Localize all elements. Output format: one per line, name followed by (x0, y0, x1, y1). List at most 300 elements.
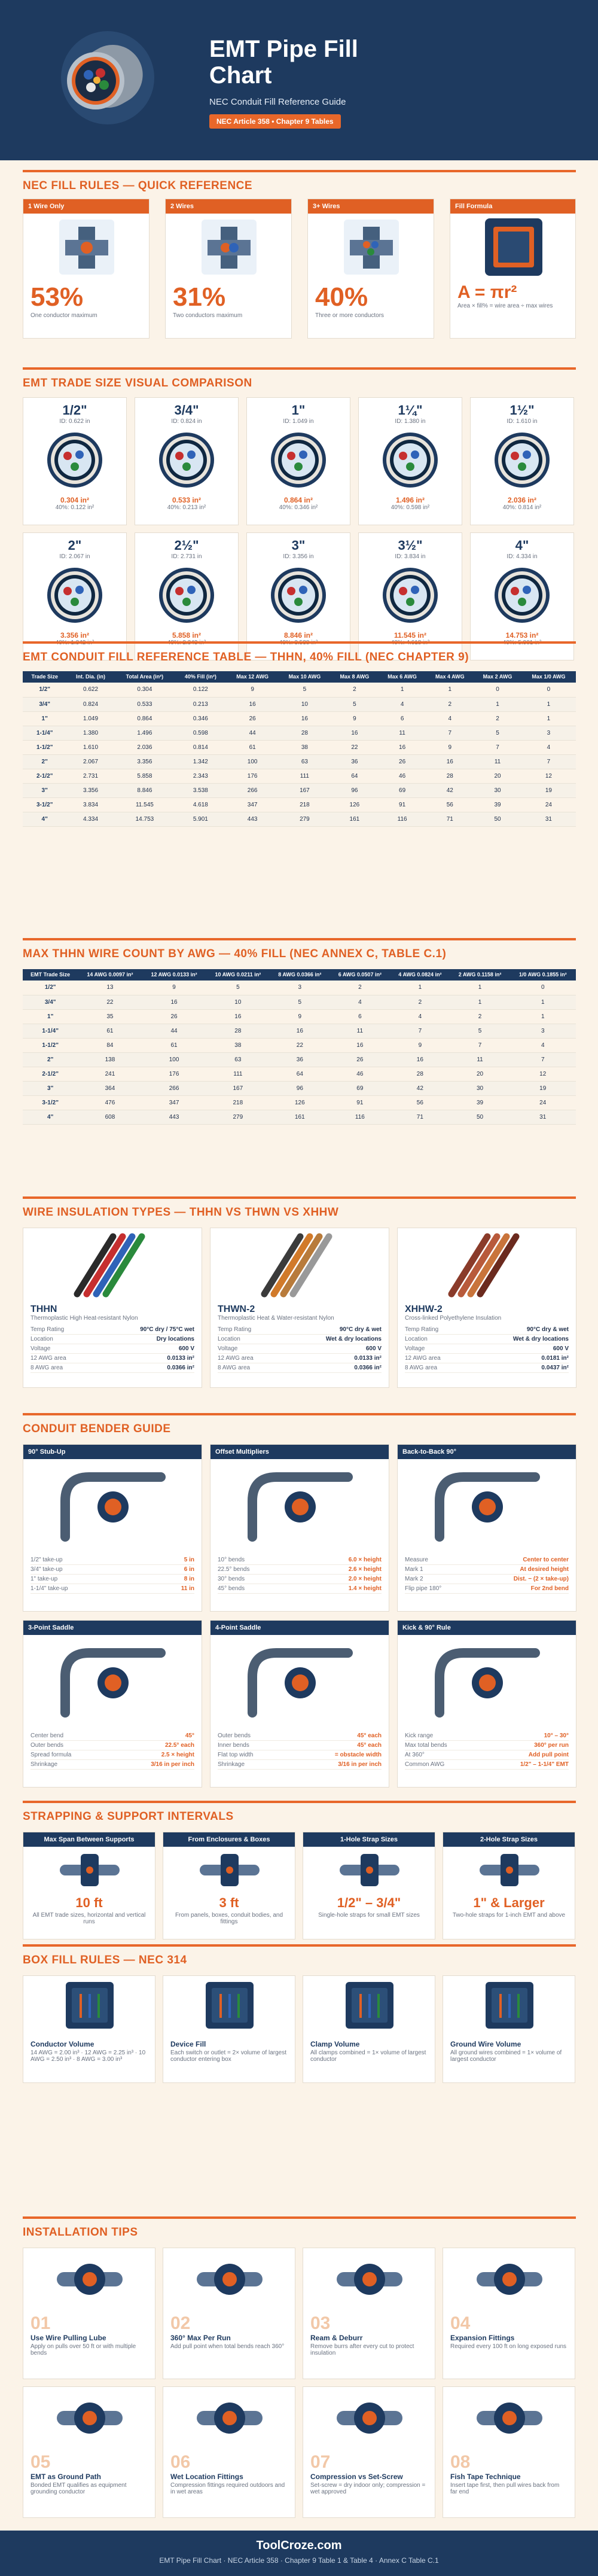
section-title: EMT CONDUIT FILL REFERENCE TABLE — THHN, 40% FILL (NEC CHAPTER 9) (23, 651, 469, 663)
section-title: WIRE INSULATION TYPES — THHN VS THWN VS XHHW (23, 1206, 339, 1219)
spec-row (30, 1575, 194, 1584)
tip-illustration-icon (303, 2248, 436, 2310)
card-header: 2-Hole Strap Sizes (443, 1832, 575, 1847)
table-cell: 19 (521, 783, 576, 797)
spec-key: 1-1/4" take-up (30, 1585, 68, 1592)
table-cell: 44 (226, 726, 278, 740)
fill-percent: 31% (173, 282, 226, 312)
trade-size-label: 3" (291, 538, 306, 553)
tip-illustration-icon (23, 2387, 156, 2449)
section-title: MAX THHN WIRE COUNT BY AWG — 40% FILL (NEC ANNEX C, TABLE C.1) (23, 948, 447, 960)
table-cell: 0.304 (115, 683, 175, 697)
table-cell: 1-1/4" (23, 1024, 78, 1038)
box-fill-desc: Each switch or outlet = 2× volume of largest conductor entering box (170, 2050, 286, 2063)
spec-key: 3/4" take-up (30, 1566, 63, 1573)
table-cell: 4" (23, 1110, 78, 1124)
table-cell: 4.618 (175, 797, 226, 812)
table-cell: 111 (206, 1067, 270, 1081)
tip-illustration-icon (163, 2248, 296, 2310)
table-cell: 36 (270, 1052, 330, 1067)
spec-key: Location (30, 1336, 53, 1342)
section-title: NEC FILL RULES — QUICK REFERENCE (23, 179, 253, 192)
table-cell: 3.356 (66, 783, 114, 797)
tip-card (23, 2248, 155, 2379)
spec-value: 1/2" – 1-1/4" EMT (520, 1761, 569, 1768)
table-cell: 3 (521, 726, 576, 740)
section-title: EMT TRADE SIZE VISUAL COMPARISON (23, 377, 252, 389)
junction-box-icon (443, 1976, 576, 2033)
table-cell: 347 (226, 797, 278, 812)
tip-number: 04 (450, 2313, 471, 2333)
tip-illustration-icon (303, 2387, 436, 2449)
bender-card (210, 1620, 389, 1788)
table-cell: 91 (330, 1095, 390, 1110)
inner-diameter: ID: 3.834 in (395, 553, 426, 560)
strap-value: 3 ft (219, 1895, 239, 1910)
junction-box-icon (303, 1976, 436, 2033)
spec-value: Wet & dry locations (512, 1336, 569, 1342)
spec-key: Temp Rating (405, 1326, 439, 1333)
insulation-card (23, 1228, 202, 1388)
spec-row (30, 1731, 194, 1741)
tip-title: Expansion Fittings (450, 2334, 515, 2342)
trade-size-label: 4" (515, 538, 529, 553)
spec-value: = obstacle width (334, 1752, 382, 1758)
table-cell: 2.036 (115, 740, 175, 754)
table-cell: 16 (206, 1009, 270, 1024)
table-row (23, 1095, 576, 1110)
table-row (23, 726, 576, 740)
spec-value: 6.0 × height (348, 1557, 382, 1563)
strapping-card (23, 1832, 155, 1939)
fill-area: 40%: 0.213 in² (167, 504, 206, 511)
spec-key: Mark 2 (405, 1576, 423, 1582)
card-header: 90° Stub-Up (23, 1445, 202, 1459)
table-cell: 61 (78, 1024, 142, 1038)
column-header: Max 12 AWG (226, 671, 278, 683)
fill-rule-card (307, 199, 434, 339)
table-cell: 266 (142, 1081, 206, 1095)
footer-brand[interactable]: ToolCroze.com (256, 2539, 342, 2552)
column-header: Int. Dia. (in) (66, 671, 114, 683)
tip-desc: Remove burrs after every cut to protect insulation (310, 2343, 414, 2356)
box-fill-title: Clamp Volume (310, 2040, 360, 2048)
table-cell: 9 (142, 981, 206, 995)
table-cell: 31 (509, 1110, 576, 1124)
spec-value: 10° – 30° (544, 1732, 569, 1739)
spec-row (405, 1363, 569, 1373)
card-header: 3-Point Saddle (23, 1621, 202, 1635)
table-row (23, 711, 576, 726)
conduit-pipe-icon (54, 24, 161, 132)
table-cell: 0.533 (115, 697, 175, 711)
spec-key: Kick range (405, 1732, 434, 1739)
table-cell: 42 (390, 1081, 450, 1095)
table-cell: 1 (474, 697, 521, 711)
table-cell: 0 (509, 981, 576, 995)
table-cell: 161 (270, 1110, 330, 1124)
table-cell: 443 (226, 812, 278, 826)
spec-key: Temp Rating (30, 1326, 65, 1333)
table-cell: 69 (330, 1081, 390, 1095)
tip-card (303, 2386, 435, 2518)
inner-diameter: ID: 1.610 in (507, 418, 538, 425)
strap-icon (23, 1847, 156, 1892)
table-cell: 1 (390, 981, 450, 995)
spec-key: Max total bends (405, 1742, 447, 1749)
strap-desc: From panels, boxes, conduit bodies, and fittings (175, 1912, 283, 1925)
column-header: Max 6 AWG (379, 671, 426, 683)
table-cell: 31 (521, 812, 576, 826)
table-cell: 50 (474, 812, 521, 826)
spec-row (218, 1335, 382, 1344)
conduit-cross-section-icon (39, 562, 111, 628)
table-cell: 28 (390, 1067, 450, 1081)
table-cell: 16 (390, 1052, 450, 1067)
table-cell: 20 (474, 769, 521, 783)
spec-key: Voltage (405, 1345, 425, 1352)
table-cell: 1.049 (66, 711, 114, 726)
table-row (23, 1052, 576, 1067)
bender-card (397, 1444, 576, 1612)
column-header: 12 AWG 0.0133 in² (142, 969, 206, 981)
table-cell: 4 (426, 711, 474, 726)
table-cell: 3" (23, 783, 66, 797)
tip-title: Ream & Deburr (310, 2334, 363, 2342)
table-cell: 63 (279, 754, 331, 769)
card-header: Max Span Between Supports (23, 1832, 155, 1847)
fill-table-section (0, 641, 598, 905)
insulation-name: THHN (30, 1304, 57, 1314)
table-cell: 4.334 (66, 812, 114, 826)
table-cell: 16 (426, 754, 474, 769)
formula-desc: Area × fill% = wire area ÷ max wires (457, 303, 553, 309)
spec-row (405, 1760, 569, 1770)
spec-row (218, 1760, 382, 1770)
spec-value: 6 in (184, 1566, 194, 1573)
table-cell: 2 (331, 683, 379, 697)
card-header: Offset Multipliers (210, 1445, 389, 1459)
spec-row (405, 1335, 569, 1344)
strap-value: 10 ft (75, 1895, 103, 1910)
spec-key: 12 AWG area (30, 1355, 66, 1362)
total-area: 14.753 in² (505, 631, 539, 640)
inner-diameter: ID: 2.731 in (171, 553, 202, 560)
trade-size-card (246, 397, 350, 525)
total-area: 0.864 in² (283, 496, 313, 504)
conduit-cross-section-icon (374, 562, 446, 628)
tip-desc: Insert tape first, then pull wires back from far end (450, 2482, 560, 2495)
table-cell: 1.496 (115, 726, 175, 740)
footer-text: EMT Pipe Fill Chart · NEC Article 358 · Chapter 9 Table 1 & Table 4 · Annex C Table C.1 (159, 2556, 439, 2565)
pipe-bend-icon (210, 1459, 390, 1549)
box-fill-card (443, 1975, 575, 2083)
table-cell: 16 (142, 995, 206, 1009)
tip-card (163, 2386, 295, 2518)
tip-number: 01 (30, 2313, 51, 2333)
spec-key: 1" take-up (30, 1576, 58, 1582)
strap-icon (163, 1847, 296, 1892)
bender-card (23, 1444, 202, 1612)
spec-value: 45° (185, 1732, 194, 1739)
spec-value: 90°C dry / 75°C wet (140, 1326, 194, 1333)
tip-title: Fish Tape Technique (450, 2473, 521, 2481)
table-cell: 9 (270, 1009, 330, 1024)
spec-value: Dry locations (156, 1336, 194, 1342)
tip-card (443, 2248, 575, 2379)
table-cell: 111 (279, 769, 331, 783)
tip-number: 02 (170, 2313, 191, 2333)
page-subtitle: NEC Conduit Fill Reference Guide (209, 97, 346, 107)
box-fill-title: Conductor Volume (30, 2040, 94, 2048)
table-cell: 347 (142, 1095, 206, 1110)
table-cell: 50 (450, 1110, 510, 1124)
column-header: 8 AWG 0.0366 in² (270, 969, 330, 981)
spec-key: Mark 1 (405, 1566, 423, 1573)
trade-size-label: 3/4" (174, 403, 199, 418)
spec-row (30, 1760, 194, 1770)
table-cell: 11 (450, 1052, 510, 1067)
table-cell: 1/2" (23, 683, 66, 697)
tip-desc: Add pull point when total bends reach 360° (170, 2343, 285, 2350)
spec-value: 5 in (184, 1557, 194, 1563)
table-cell: 2 (390, 995, 450, 1009)
trade-size-label: 2½" (174, 538, 199, 553)
nec-badge: NEC Article 358 • Chapter 9 Tables (209, 114, 341, 129)
spec-key: Outer bends (218, 1732, 251, 1739)
hero-banner (0, 0, 598, 160)
spec-row (218, 1750, 382, 1760)
tip-title: Wet Location Fittings (170, 2473, 243, 2481)
spec-row (405, 1750, 569, 1760)
pipe-bend-icon (23, 1459, 203, 1549)
table-cell: 91 (379, 797, 426, 812)
table-row (23, 754, 576, 769)
spec-row (30, 1750, 194, 1760)
box-fill-title: Ground Wire Volume (450, 2040, 521, 2048)
spec-value: 600 V (553, 1345, 569, 1352)
pipe-bend-icon (23, 1635, 203, 1725)
card-header: 1 Wire Only (23, 199, 149, 214)
table-row (23, 1067, 576, 1081)
table-cell: 24 (521, 797, 576, 812)
table-cell: 56 (426, 797, 474, 812)
column-header: 6 AWG 0.0507 in² (330, 969, 390, 981)
spec-row (30, 1335, 194, 1344)
wire-icon (23, 1228, 203, 1300)
table-cell: 9 (331, 711, 379, 726)
table-cell: 4" (23, 812, 66, 826)
tip-illustration-icon (163, 2387, 296, 2449)
table-row (23, 1009, 576, 1024)
column-header: Max 2 AWG (474, 671, 521, 683)
spec-key: Outer bends (30, 1742, 64, 1749)
spec-value: 90°C dry & wet (526, 1326, 569, 1333)
inner-diameter: ID: 3.356 in (283, 553, 314, 560)
table-cell: 26 (379, 754, 426, 769)
table-cell: 26 (226, 711, 278, 726)
table-cell: 0.598 (175, 726, 226, 740)
spec-value: 360° per run (534, 1742, 569, 1749)
table-row (23, 697, 576, 711)
conduit-section-icon (450, 214, 576, 279)
column-header: 14 AWG 0.0097 in² (78, 969, 142, 981)
tip-title: EMT as Ground Path (30, 2473, 102, 2481)
column-header: Trade Size (23, 671, 66, 683)
strapping-card (443, 1832, 575, 1939)
table-cell: 12 (509, 1067, 576, 1081)
spec-row (30, 1741, 194, 1750)
table-cell: 126 (270, 1095, 330, 1110)
strap-value: 1" & Larger (473, 1895, 545, 1910)
table-cell: 476 (78, 1095, 142, 1110)
table-cell: 1.342 (175, 754, 226, 769)
table-cell: 3.538 (175, 783, 226, 797)
spec-row (30, 1344, 194, 1354)
spec-row (218, 1565, 382, 1575)
table-row (23, 1024, 576, 1038)
table-cell: 1 (450, 981, 510, 995)
pipe-bend-icon (210, 1635, 390, 1725)
card-header: Fill Formula (450, 199, 575, 214)
pipe-bend-icon (398, 1635, 577, 1725)
box-fill-section (0, 1944, 598, 2088)
table-cell: 35 (78, 1009, 142, 1024)
inner-diameter: ID: 4.334 in (507, 553, 538, 560)
column-header: Total Area (in²) (115, 671, 175, 683)
box-fill-desc: 14 AWG = 2.00 in³ · 12 AWG = 2.25 in³ · 10 AWG = 2.50 in³ · 8 AWG = 3.00 in³ (30, 2050, 146, 2063)
insulation-name: THWN-2 (218, 1304, 255, 1314)
column-header: Max 8 AWG (331, 671, 379, 683)
wire-icon (398, 1228, 577, 1300)
table-cell: 1.380 (66, 726, 114, 740)
table-cell: 4 (509, 1038, 576, 1052)
table-cell: 5 (206, 981, 270, 995)
spec-row (405, 1325, 569, 1335)
spec-key: 22.5° bends (218, 1566, 250, 1573)
fill-percent: 53% (30, 282, 84, 312)
table-cell: 46 (330, 1067, 390, 1081)
table-cell: 3-1/2" (23, 797, 66, 812)
strapping-card (163, 1832, 295, 1939)
table-cell: 22 (78, 995, 142, 1009)
table-cell: 5 (474, 726, 521, 740)
tip-title: 360° Max Per Run (170, 2334, 231, 2342)
table-cell: 241 (78, 1067, 142, 1081)
tip-card (303, 2248, 435, 2379)
spec-key: 12 AWG area (218, 1355, 254, 1362)
table-cell: 30 (450, 1081, 510, 1095)
spec-value: 2.5 × height (161, 1752, 194, 1758)
card-header: 2 Wires (166, 199, 291, 214)
table-cell: 218 (206, 1095, 270, 1110)
spec-row (218, 1354, 382, 1363)
table-cell: 71 (390, 1110, 450, 1124)
bender-section (0, 1413, 598, 1768)
table-cell: 2.343 (175, 769, 226, 783)
box-fill-desc: All clamps combined = 1× volume of largest conductor (310, 2050, 426, 2063)
table-cell: 16 (226, 697, 278, 711)
column-header: Max 10 AWG (279, 671, 331, 683)
spec-value: Center to center (523, 1557, 569, 1563)
table-cell: 3.834 (66, 797, 114, 812)
card-header: 1-Hole Strap Sizes (303, 1832, 435, 1847)
table-cell: 2" (23, 754, 66, 769)
box-fill-title: Device Fill (170, 2040, 206, 2048)
conduit-fitting-icon (23, 214, 150, 279)
table-row (23, 769, 576, 783)
table-cell: 44 (142, 1024, 206, 1038)
trade-size-label: 1" (291, 403, 306, 418)
table-cell: 84 (78, 1038, 142, 1052)
spec-key: 8 AWG area (218, 1365, 251, 1371)
table-cell: 24 (509, 1095, 576, 1110)
table-cell: 2.731 (66, 769, 114, 783)
column-header: 2 AWG 0.1158 in² (450, 969, 510, 981)
conduit-cross-section-icon (39, 427, 111, 493)
fill-rule-card (165, 199, 292, 339)
spec-value: 600 V (178, 1345, 194, 1352)
spec-row (218, 1325, 382, 1335)
table-cell: 7 (390, 1024, 450, 1038)
fill-formula-card (450, 199, 576, 339)
table-cell: 5 (270, 995, 330, 1009)
spec-value: 11 in (181, 1585, 194, 1592)
tip-desc: Set-screw = dry indoor only; compression = wet approved (310, 2482, 426, 2495)
junction-box-icon (163, 1976, 296, 2033)
table-cell: 13 (78, 981, 142, 995)
spec-key: 12 AWG area (405, 1355, 441, 1362)
tip-card (443, 2386, 575, 2518)
spec-row (405, 1344, 569, 1354)
table-cell: 7 (426, 726, 474, 740)
table-cell: 9 (426, 740, 474, 754)
strap-desc: Single-hole straps for small EMT sizes (318, 1912, 420, 1919)
fill-rule-card (23, 199, 150, 339)
fill-desc: Three or more conductors (315, 312, 385, 319)
spec-row (218, 1575, 382, 1584)
spec-value: 8 in (184, 1576, 194, 1582)
conduit-fitting-icon (166, 214, 292, 279)
spec-key: Center bend (30, 1732, 64, 1739)
total-area: 5.858 in² (172, 631, 202, 640)
table-cell: 5 (450, 1024, 510, 1038)
junction-box-icon (23, 1976, 156, 2033)
total-area: 0.533 in² (172, 496, 202, 504)
table-cell: 1 (521, 711, 576, 726)
spec-key: Common AWG (405, 1761, 445, 1768)
table-cell: 1 (450, 995, 510, 1009)
table-cell: 1-1/4" (23, 726, 66, 740)
table-cell: 3-1/2" (23, 1095, 78, 1110)
wire-icon (210, 1228, 390, 1300)
spec-row (405, 1584, 569, 1594)
footer (0, 2531, 598, 2576)
table-cell: 1 (426, 683, 474, 697)
table-cell: 1 (509, 995, 576, 1009)
trade-size-label: 1¼" (398, 403, 423, 418)
conduit-cross-section-icon (151, 427, 222, 493)
table-cell: 176 (226, 769, 278, 783)
table-cell: 11 (379, 726, 426, 740)
table-cell: 608 (78, 1110, 142, 1124)
table-cell: 100 (142, 1052, 206, 1067)
spec-value: 0.0133 in² (167, 1355, 194, 1362)
table-cell: 7 (474, 740, 521, 754)
table-cell: 266 (226, 783, 278, 797)
table-cell: 12 (521, 769, 576, 783)
table-cell: 443 (142, 1110, 206, 1124)
